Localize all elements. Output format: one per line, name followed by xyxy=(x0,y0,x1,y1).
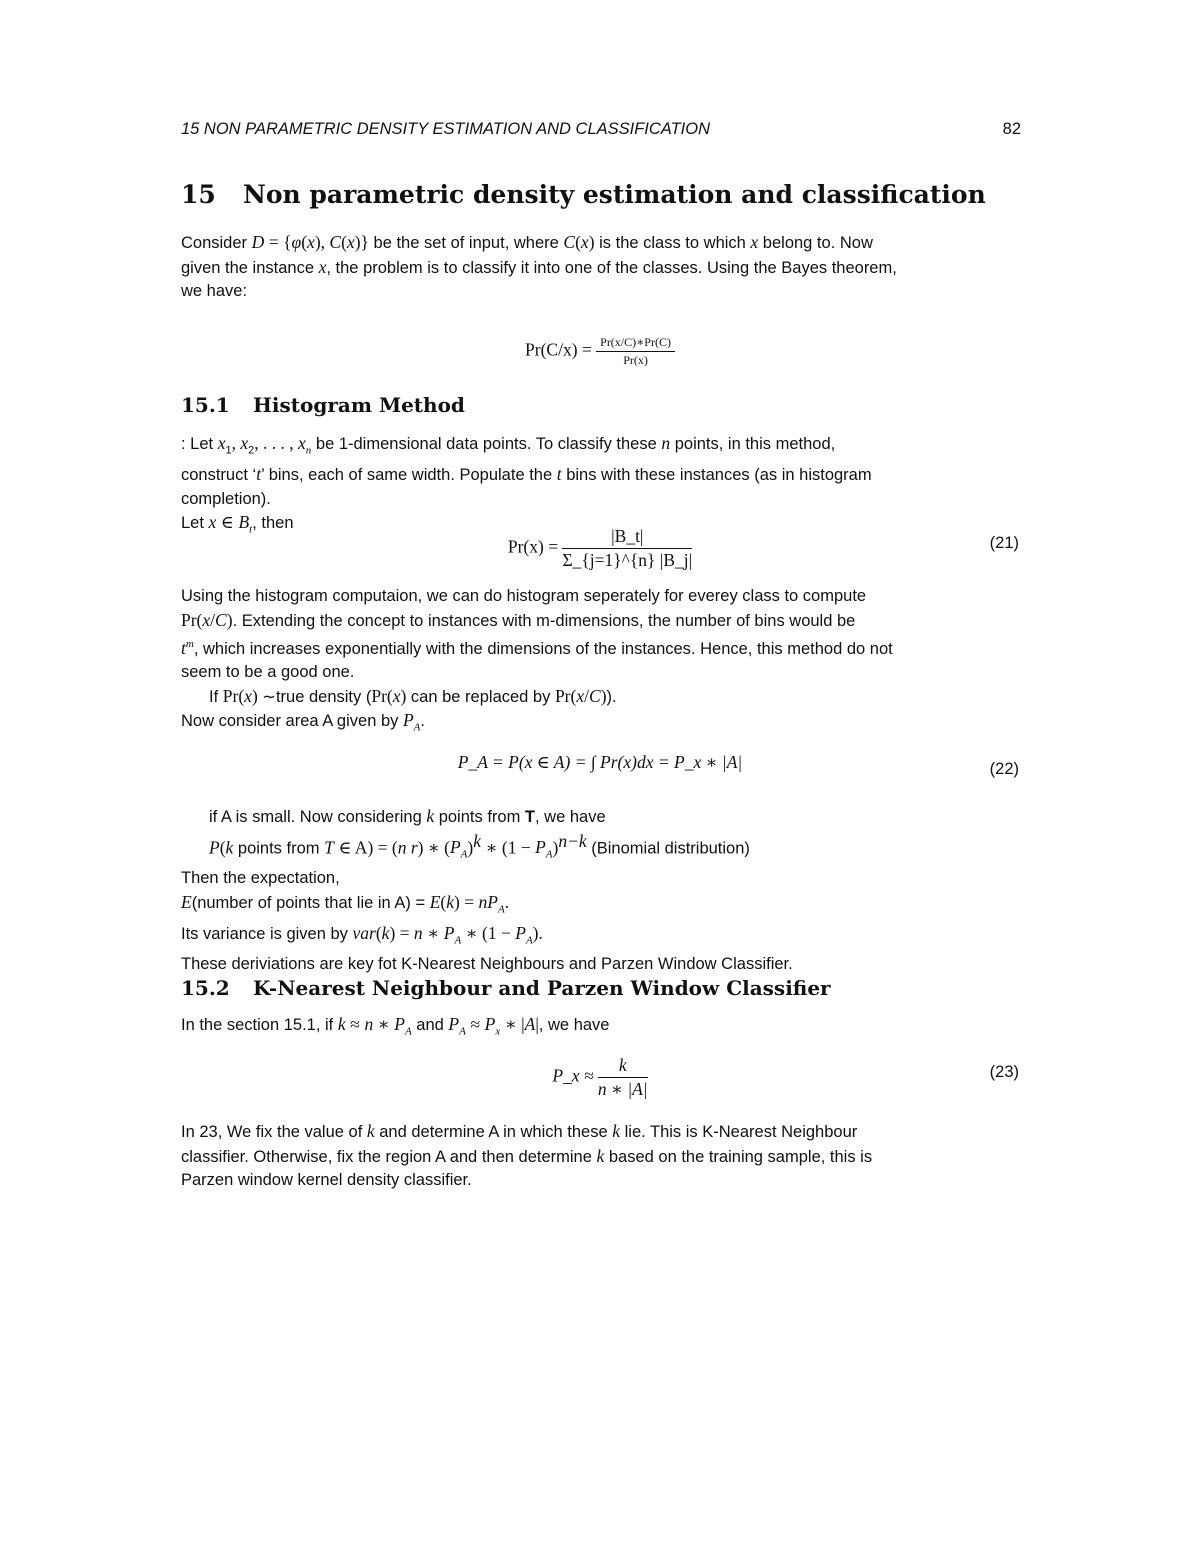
page-number: 82 xyxy=(1002,120,1021,138)
bayes-equation xyxy=(181,335,1019,375)
bayes-numerator: Pr(x/C)∗Pr(C) xyxy=(596,335,675,352)
subsection-heading-knn: 15.2 K-Nearest Neighbour and Parzen Window Classifier xyxy=(181,976,831,1000)
subsection-heading-histogram: 15.1 Histogram Method xyxy=(181,393,465,417)
section-title: Non parametric density estimation and classification xyxy=(243,180,986,209)
equation-21-label: (21) xyxy=(989,534,1019,552)
section-heading xyxy=(181,180,986,209)
equation-21: Pr(x) = $\frac{|B\_t|}{\Sigma\_\{j=1\}\^{}\{n\} |B\_j|}$ (21) xyxy=(507,526,1019,570)
equation-22-label: (22) xyxy=(989,760,1019,778)
knn-paragraph: In the section 15.1, if k ≈ n ∗ $P_A$ and $P_A \approx P_x$ ∗ |A|, we have xyxy=(181,1014,610,1038)
binomial-paragraph: if A is small. Now considering k points from T, we have P(k points from T ∈ A) = (n r) ∗ $(P_A)^k$ ∗ $(1 - P_A)^{n-k}$ (Binomial distribution) Then the expectation, E(number of points that lie in $A) = E(k) = nP_A$. Its variance is given by var(k) = n ∗ $P_A$ ∗ $(1 - P_A)$. These deriviations are key fot K-Nearest Neighbours and Parzen Window Classifier. xyxy=(181,806,793,973)
equation-23: P_x ≈ $\frac{k}{n ∗ |A|}$ (23) xyxy=(552,1055,1019,1099)
histogram-paragraph: : Let $x_1$, $x_2$, . . . , $x_n$ be 1-dimensional data points. To classify these n points, in this method, construct ‘t’ bins, each of same width. Populate the t bins with these instances (as in histogram completion). Let x ∈ $B_t$, then xyxy=(181,433,872,536)
bayes-denominator: Pr(x) xyxy=(623,353,648,367)
intro-paragraph: Consider D = {φ(x), C(x)} be the set of input, where C(x) is the class to which x belong to. Now given the instance x, the problem is to classify it into one of the classes. Using the Bayes theorem, we have: xyxy=(181,232,897,300)
equation-23-label: (23) xyxy=(989,1063,1019,1081)
histogram-discussion: Using the histogram computaion, we can do histogram seperately for everey class to compute Pr(x/C). Extending the concept to instances with m-dimensions, the number of bins would be $t^m$, which increases exponentially with the dimensions of the instances. Hence, this method do not seem to be a good one. If Pr(x) ∼true density (Pr(x) can be replaced by Pr(x/C)). Now consider area A given by $P_A$. xyxy=(181,587,893,734)
running-title: 15 NON PARAMETRIC DENSITY ESTIMATION AND CLASSIFICATION xyxy=(181,120,710,138)
equation-22: P_A = P(x ∈ A) = ∫ Pr(x)dx = P_x ∗ |A| (22) xyxy=(457,752,1019,778)
bayes-lhs: Pr(C/x) = xyxy=(525,339,592,360)
final-paragraph: In 23, We fix the value of k and determine A in which these k lie. This is K-Nearest Neighbour classifier. Otherwise, fix the region A and then determine k based on the training sample, this is Parzen window kernel density classifier. xyxy=(181,1121,873,1189)
running-header xyxy=(181,120,1021,139)
section-number: 15 xyxy=(181,180,216,209)
